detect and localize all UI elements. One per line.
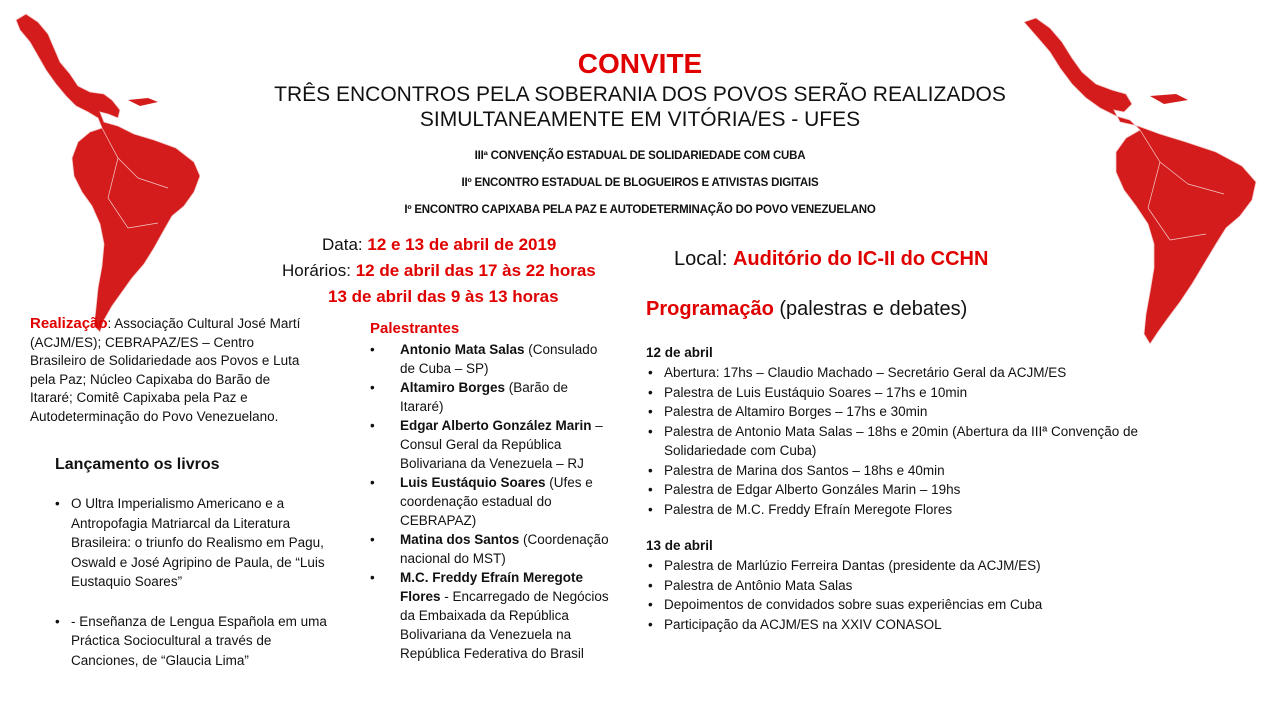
event-location <box>674 248 988 271</box>
speaker-name: Edgar Alberto González Marin <box>400 418 592 433</box>
speaker-desc: (Coordenação nacional do MST) <box>400 532 609 566</box>
speaker-item <box>370 378 610 416</box>
organizers-text: : Associação Cultural José Martí (ACJM/ES); CEBRAPAZ/ES – Centro Brasileiro de Solidariedade aos Povos e Luta pela Paz; Núcleo Capixaba do Barão de Itararé; Comitê Capixaba pela Paz e Autodeterminação do Povo Venezuelano. <box>30 316 301 424</box>
program-day-1: 12 de abril <box>646 345 713 360</box>
speaker-desc: (Barão de Itararé) <box>400 380 569 414</box>
encontro-2: IIº ENCONTRO ESTADUAL DE BLOGUEIROS E ATIVISTAS DIGITAIS <box>461 177 819 189</box>
books-block <box>55 456 335 690</box>
encontro-3: Iº ENCONTRO CAPIXABA PELA PAZ E AUTODETERMINAÇÃO DO POVO VENEZUELANO <box>404 204 876 216</box>
page-subtitle: TRÊS ENCONTROS PELA SOBERANIA DOS POVOS SERÃO REALIZADOS SIMULTANEAMENTE EM VITÓRIA/ES - UFES <box>274 83 1006 131</box>
program-block <box>646 298 1206 634</box>
encontro-1: IIIª CONVENÇÃO ESTADUAL DE SOLIDARIEDADE COM CUBA <box>474 150 806 162</box>
speaker-item <box>370 473 610 530</box>
program-day-2: 13 de abril <box>646 538 713 553</box>
program-item: • Palestra de Edgar Alberto Gonzáles Marin – 19hs <box>646 480 1206 500</box>
speaker-desc: - Encarregado de Negócios da Embaixada da República Bolivariana da Venezuela na República Federativa do Brasil <box>400 589 609 661</box>
speaker-desc: (Consulado de Cuba – SP) <box>400 342 598 376</box>
speaker-name: Luis Eustáquio Soares <box>400 475 546 490</box>
times-label: Horários: <box>282 261 351 280</box>
page-title: CONVITE <box>577 48 703 79</box>
program-sublabel: (palestras e debates) <box>773 298 968 320</box>
event-time-2 <box>270 284 650 310</box>
location-label: Local: <box>674 248 728 270</box>
program-item: • Abertura: 17hs – Claudio Machado – Secretário Geral da ACJM/ES <box>646 363 1206 383</box>
program-item: • Palestra de Luis Eustáquio Soares – 17hs e 10min <box>646 383 1206 403</box>
program-item: • Depoimentos de convidados sobre suas experiências em Cuba <box>646 595 1206 615</box>
program-item: • Palestra de Altamiro Borges – 17hs e 30min <box>646 402 1206 422</box>
program-item: • Palestra de Marina dos Santos – 18hs e 40min <box>646 461 1206 481</box>
location-value: Auditório do IC-II do CCHN <box>732 248 989 270</box>
event-date <box>270 232 650 258</box>
event-schedule <box>270 232 650 310</box>
speaker-item <box>370 416 610 473</box>
program-item: • Palestra de Antônio Mata Salas <box>646 576 1206 596</box>
speakers-block <box>370 320 610 663</box>
speaker-name: Antonio Mata Salas <box>400 342 525 357</box>
speakers-heading: Palestrantes <box>370 320 460 337</box>
program-item: • Palestra de Antonio Mata Salas – 18hs e 20min (Abertura da IIIª Convenção de Solidariedade com Cuba) <box>646 422 1206 461</box>
speaker-name: Altamiro Borges <box>400 380 506 395</box>
speaker-name: M.C. Freddy Efraín Meregote Flores <box>400 570 584 604</box>
program-heading <box>646 298 1206 321</box>
speaker-item <box>370 340 610 378</box>
time-day-1: 12 de abril das 17 às 22 horas <box>355 261 596 280</box>
program-item: • Palestra de M.C. Freddy Efraín Meregote Flores <box>646 500 1206 520</box>
speaker-item <box>370 530 610 568</box>
speaker-desc: (Ufes e coordenação estadual do CEBRAPAZ) <box>400 475 593 528</box>
program-item: • Palestra de Marlúzio Ferreira Dantas (presidente da ACJM/ES) <box>646 556 1206 576</box>
program-item: • Participação da ACJM/ES na XXIV CONASOL <box>646 615 1206 635</box>
book-item: • - Enseñanza de Lengua Española em uma Práctica Sociocultural a través de Canciones, de “Glaucia Lima” <box>55 612 335 671</box>
date-label: Data: <box>322 235 363 254</box>
organizers-block <box>30 315 310 426</box>
event-time-1 <box>270 258 650 284</box>
books-heading: Lançamento os livros <box>55 456 220 473</box>
date-value: 12 e 13 de abril de 2019 <box>367 235 557 254</box>
speaker-desc: – Consul Geral da República Bolivariana da Venezuela – RJ <box>400 418 603 471</box>
time-day-2: 13 de abril das 9 às 13 horas <box>328 287 559 306</box>
speaker-item <box>370 568 610 663</box>
speaker-name: Matina dos Santos <box>400 532 520 547</box>
organizers-label: Realização <box>30 315 108 332</box>
book-item: • O Ultra Imperialismo Americano e a Antropofagia Matriarcal da Literatura Brasileira: o triunfo do Realismo em Pagu, Oswald e José Agripino de Paula, de “Luis Eustaquio Soares” <box>55 494 335 592</box>
program-label: Programação <box>646 298 774 320</box>
